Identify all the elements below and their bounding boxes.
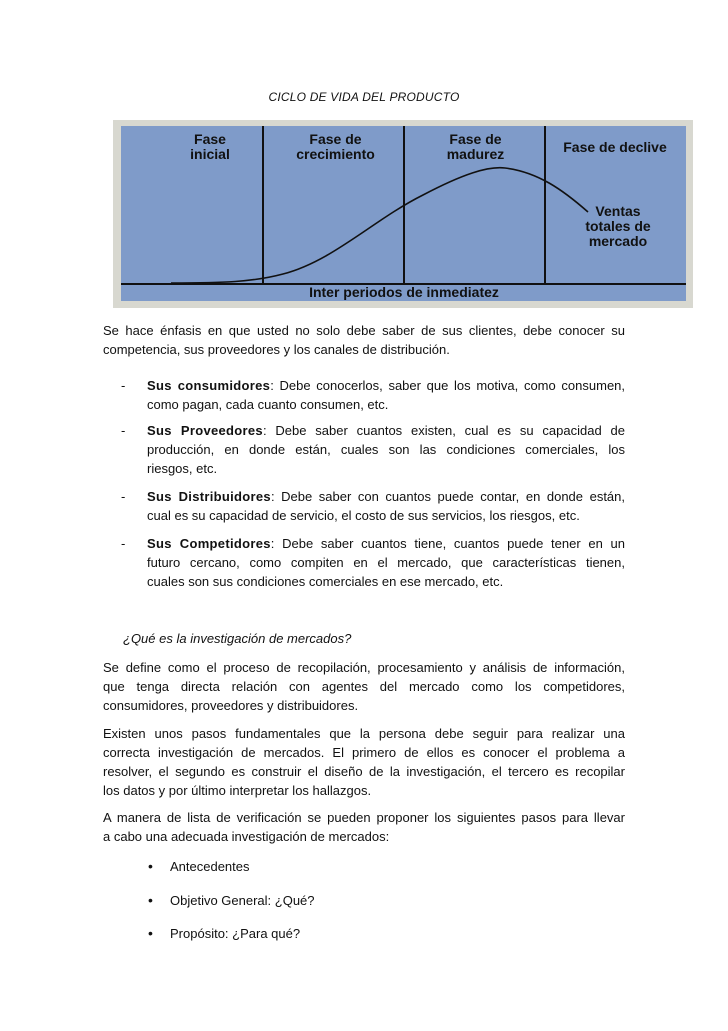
paragraph-line: consumidores, proveedores y distribuidores. [103,698,359,713]
dash-marker: - [121,489,126,504]
bottom-axis-label-text: Inter periodos de inmediatez [309,284,499,300]
item-term: Sus Distribuidores [147,489,271,504]
paragraph-line: Existen unos pasos fundamentales que la persona debe seguir para realizar una [103,726,625,741]
paragraph-line: como pagan, cada cuanto consumen, etc. [147,397,389,412]
item-text: : Debe saber con cuantos puede contar, en donde están, [270,489,626,504]
paragraph-line: competencia, sus proveedores y los canales de distribución. [103,342,450,357]
definition-paragraph [103,658,625,715]
bullet-marker: • [148,858,153,874]
intro-paragraph [103,321,625,359]
phase-label-declive [545,140,685,155]
paragraph-line: riesgos, etc. [147,461,218,476]
phase-label-declive-text: Fase de declive [563,139,667,155]
bottom-axis-label [263,285,545,300]
document-title: CICLO DE VIDA DEL PRODUCTO [268,90,460,104]
paragraph-line: que tenga directa relación con agentes del mercado como los competidores, [103,679,625,694]
paragraph-line: Se hace énfasis en que usted no solo debe saber de sus clientes, debe conocer su [103,323,625,338]
item-text: : Debe saber cuantos tiene, cuantos puede tener en un [270,536,626,551]
paragraph-line: Se define como el proceso de recopilación, procesamiento y análisis de información, [103,660,625,675]
item-term: Sus consumidores [147,378,271,393]
section-subheading: ¿Qué es la investigación de mercados? [123,631,352,646]
bullet-text: Antecedentes [170,859,250,874]
phase-label-madurez-text: Fase de madurez [446,131,505,162]
curve-label-text: Ventas totales de mercado [585,203,651,249]
paragraph-line: futuro cercano, como compiten en el mercado, que características tienen, [147,555,625,570]
list-item-content [147,534,625,591]
list-item-content [147,421,625,478]
paragraph-line: A manera de lista de verificación se pueden proponer los siguientes pasos para llevar [103,810,625,825]
phase-label-crecimiento [278,132,393,162]
dash-marker: - [121,423,126,438]
bullet-marker: • [148,892,153,908]
phase-label-inicial [165,132,255,162]
paragraph-line: cual es su capacidad de servicio, el costo de sus servicios, los riesgos, etc. [147,508,580,523]
item-text: : Debe saber cuantos existen, cual es su capacidad de [262,423,625,438]
steps-paragraph [103,724,625,800]
paragraph-line: producción, en donde están, cuales son las condiciones comerciales, los [147,442,625,457]
paragraph-line: los datos y por último interpretar los hallazgos. [103,783,372,798]
dash-marker: - [121,378,126,393]
item-term: Sus Competidores [147,536,271,551]
bullet-text: Propósito: ¿Para qué? [170,926,301,941]
list-item-content [147,487,625,525]
phase-label-inicial-text: Fase inicial [190,131,230,162]
list-item-content [147,376,625,414]
item-text: : Debe conocerlos, saber que los motiva, como consumen, [270,378,626,393]
paragraph-line [147,487,625,506]
curve-label [568,204,668,249]
paragraph-line: correcta investigación de mercados. El primero de ellos es conocer el problema a [103,745,625,760]
paragraph-line: resolver, el segundo es construir el diseño de la investigación, el tercero es recopilar [103,764,625,779]
phase-label-crecimiento-text: Fase de crecimiento [296,131,375,162]
paragraph-line [147,376,625,395]
phase-label-madurez [418,132,533,162]
checklist-paragraph [103,808,625,846]
paragraph-line [147,421,625,440]
bullet-marker: • [148,925,153,941]
paragraph-line [147,534,625,553]
paragraph-line: a cabo una adecuada investigación de mercados: [103,829,390,844]
bullet-text: Objetivo General: ¿Qué? [170,893,315,908]
dash-marker: - [121,536,126,551]
item-term: Sus Proveedores [147,423,263,438]
paragraph-line: cuales son sus condiciones comerciales en ese mercado, etc. [147,574,504,589]
product-life-cycle-figure [113,120,693,308]
